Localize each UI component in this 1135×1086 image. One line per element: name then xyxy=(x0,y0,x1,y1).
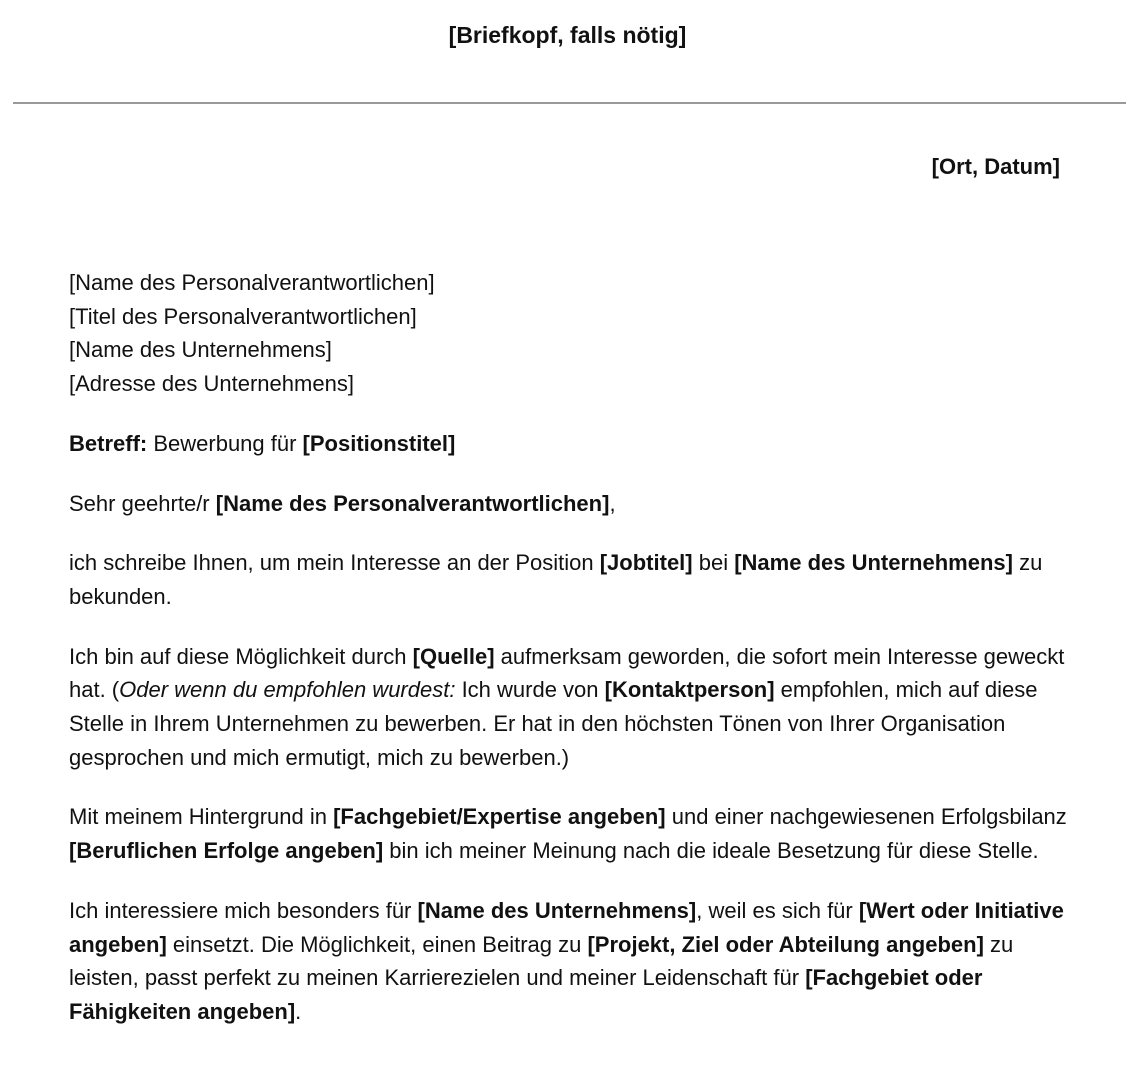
para1-job: [Jobtitel] xyxy=(599,550,693,576)
para3-field: [Fachgebiet/Expertise angeben] xyxy=(333,804,666,830)
para4-text-2: , weil es sich für xyxy=(696,897,859,923)
subject-line xyxy=(69,427,1069,461)
para4-skills: [Fachgebiet oder Fähigkeiten angeben] xyxy=(69,965,983,1024)
para1-text-3: zu bekunden. xyxy=(69,550,1043,609)
place-date: [Ort, Datum] xyxy=(931,154,1060,179)
para2-contact: [Kontaktperson] xyxy=(604,677,775,703)
para4-text-5: . xyxy=(295,998,302,1024)
paragraph-background xyxy=(69,800,1069,867)
letter-body xyxy=(69,240,1069,1055)
para3-text-1: Mit meinem Hintergrund in xyxy=(69,804,334,830)
para4-company: [Name des Unternehmens] xyxy=(417,897,697,923)
salutation-name: [Name des Personalverantwortlichen] xyxy=(215,490,610,516)
recipient-company: [Name des Unternehmens] xyxy=(69,337,332,363)
para4-text-3: einsetzt. Die Möglichkeit, einen Beitrag zu xyxy=(166,931,588,957)
recipient-name: [Name des Personalverantwortlichen] xyxy=(69,270,435,295)
para2-text-1: Ich bin auf diese Möglichkeit durch xyxy=(69,643,413,669)
para1-text-2: bei xyxy=(692,550,735,576)
recipient-address: [Adresse des Unternehmens] xyxy=(69,371,354,397)
salutation xyxy=(69,487,1069,521)
para2-source: [Quelle] xyxy=(412,643,495,669)
para2-text-3: Ich wurde von xyxy=(455,677,605,703)
para4-text-4: zu leisten, passt perfekt zu meinen Karrierezielen und meiner Leidenschaft für xyxy=(69,931,1014,991)
subject-text: Bewerbung für xyxy=(147,430,303,456)
para2-italic-note: Oder wenn du empfohlen wurdest: xyxy=(119,677,456,703)
paragraph-source xyxy=(69,640,1069,775)
subject-position: [Positionstitel] xyxy=(302,430,456,456)
salutation-text: Sehr geehrte/r xyxy=(69,490,216,516)
para4-value: [Wert oder Initiative angeben] xyxy=(69,897,1064,957)
para1-company: [Name des Unternehmens] xyxy=(734,550,1013,576)
para3-text-3: bin ich meiner Meinung nach die ideale Besetzung für diese Stelle. xyxy=(383,838,1039,864)
letterhead: [Briefkopf, falls nötig] xyxy=(448,22,687,48)
para4-text-1: Ich interessiere mich besonders für xyxy=(69,897,418,923)
para3-text-2: und einer nachgewiesenen Erfolgsbilanz xyxy=(665,804,1067,830)
para3-achievements: [Beruflichen Erfolge angeben] xyxy=(69,838,384,864)
header-divider xyxy=(13,102,1126,104)
para4-project: [Projekt, Ziel oder Abteilung angeben] xyxy=(587,931,984,957)
para2-text-4: empfohlen, mich auf diese Stelle in Ihrem Unternehmen zu bewerben. Er hat in den höchsten Tönen von Ihrer Organisation gesprochen und mich ermutigt, mich zu bewerben.) xyxy=(69,677,1038,770)
paragraph-motivation xyxy=(69,894,1069,1029)
recipient-title: [Titel des Personalverantwortlichen] xyxy=(69,303,417,329)
para2-text-2: aufmerksam geworden, die sofort mein Interesse geweckt hat. ( xyxy=(69,643,1065,703)
para1-text-1: ich schreibe Ihnen, um mein Interesse an der Position xyxy=(69,550,600,576)
salutation-end: , xyxy=(609,490,616,516)
paragraph-intro xyxy=(69,546,1069,613)
subject-label: Betreff: xyxy=(69,430,148,456)
